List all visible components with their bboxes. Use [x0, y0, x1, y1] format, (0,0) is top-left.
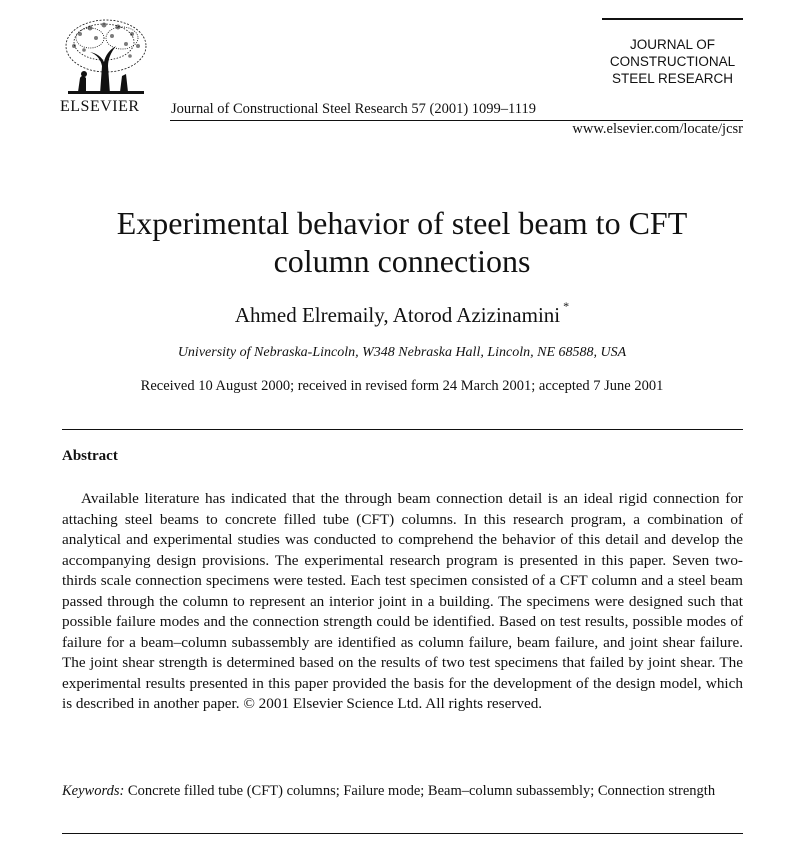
- journal-citation: Journal of Constructional Steel Research 57 (2001) 1099–1119: [171, 101, 536, 117]
- elsevier-tree-logo-icon: [60, 16, 152, 96]
- article-title: [60, 204, 744, 280]
- publisher-name: ELSEVIER: [60, 98, 140, 115]
- journal-name-line: STEEL RESEARCH: [611, 71, 734, 86]
- authors: [60, 299, 744, 328]
- author-names: Ahmed Elremaily, Atorod Azizinamini: [234, 303, 561, 327]
- keywords-label: Keywords:: [62, 783, 125, 799]
- title-line: Experimental behavior of steel beam to CFT: [116, 205, 688, 241]
- abstract-bottom-rule: [62, 833, 743, 834]
- journal-name-line: CONSTRUCTIONAL: [609, 54, 736, 69]
- journal-url: www.elsevier.com/locate/jcsr: [572, 121, 743, 137]
- received-dates: Received 10 August 2000; received in revised form 24 March 2001; accepted 7 June 2001: [140, 378, 664, 394]
- abstract-text: Available literature has indicated that the through beam connection detail is an ideal rigid connection for attaching steel beams to concrete filled tube (CFT) columns. In this research program, a combination of analytical and experimental studies was conducted to comprehend the behavior of this detail and develop the accompanying design provisions. The experimental research program is presented in this paper. Seven two-thirds scale connection specimens were tested. Each test specimen consisted of a CFT column and a steel beam passed through the column to represent an interior joint in a building. The specimens were designed such that possible failure modes and the connection strength could be identified. Based on test results, possible modes of failure for a beam–column subassembly are identified as column failure, beam failure, and joint shear failure. The joint shear strength is determined based on the results of two test specimens that failed by joint shear. The experimental results presented in this paper provided the basis for the development of the design model, which is described in another paper. © 2001 Elsevier Science Ltd. All rights reserved.: [62, 490, 743, 712]
- abstract-top-rule: [62, 429, 743, 430]
- corresponding-author-mark: *: [563, 299, 570, 313]
- title-line: column connections: [273, 243, 531, 279]
- keywords: [62, 782, 743, 801]
- journal-name-line: JOURNAL OF: [629, 37, 715, 52]
- keywords-text: Concrete filled tube (CFT) columns; Failure mode; Beam–column subassembly; Connection strength: [127, 783, 716, 799]
- journal-name-box: [602, 18, 743, 87]
- abstract-heading: Abstract: [62, 448, 118, 464]
- affiliation: University of Nebraska-Lincoln, W348 Nebraska Hall, Lincoln, NE 68588, USA: [177, 345, 627, 360]
